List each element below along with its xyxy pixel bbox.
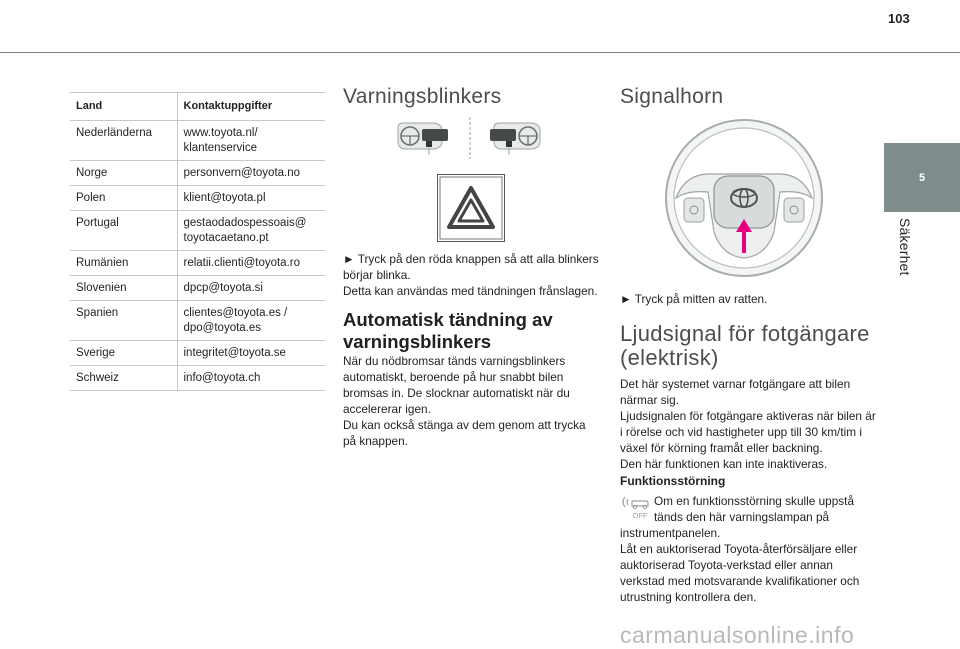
chapter-label-text: Säkerhet [897, 218, 913, 276]
hazard-title: Varningsblinkers [343, 85, 502, 108]
page-number: 103 [888, 11, 910, 26]
table-row [70, 186, 325, 211]
country-cell: Norge [70, 161, 177, 186]
contacts-table-body [70, 121, 325, 391]
auto-hazard-title-line1: Automatisk tändning av [343, 309, 553, 330]
contacts-table [70, 92, 325, 391]
table-row [70, 366, 325, 391]
country-cell: Nederländerna [70, 121, 177, 161]
country-cell: Polen [70, 186, 177, 211]
table-row [70, 211, 325, 251]
horn-instruction: ► Tryck på mitten av ratten. [620, 292, 768, 306]
table-row [70, 251, 325, 276]
table-row [70, 121, 325, 161]
table-row [70, 276, 325, 301]
fault-text-line2: tänds den här varningslampan på [654, 510, 830, 524]
contact-cell: dpcp@toyota.si [177, 276, 325, 301]
table-header-row [70, 93, 325, 121]
watermark-logo: carmanualsonline.info [620, 622, 855, 648]
country-cell: Portugal [70, 211, 177, 251]
press-arrow-icon [735, 218, 753, 254]
country-cell: Schweiz [70, 366, 177, 391]
contact-cell: info@toyota.ch [177, 366, 325, 391]
country-cell: Rumänien [70, 251, 177, 276]
country-cell: Spanien [70, 301, 177, 341]
pedestrian-warning-lamp-icon [620, 493, 650, 521]
fault-text-line1: Om en funktionsstörning skulle uppstå [654, 494, 854, 508]
contact-cell: gestaodadospessoais@ toyotacaetano.pt [177, 211, 325, 251]
contact-cell: relatii.clienti@toyota.ro [177, 251, 325, 276]
country-cell: Sverige [70, 341, 177, 366]
hazard-instruction: ► Tryck på den röda knappen så att alla blinkers börjar blinka. [343, 252, 599, 282]
hazard-button-icon [437, 174, 505, 242]
auto-hazard-title-line2: varningsblinkers [343, 331, 492, 352]
chapter-label [895, 218, 915, 288]
contact-cell: integritet@toyota.se [177, 341, 325, 366]
contact-cell: klient@toyota.pl [177, 186, 325, 211]
mirror-flasher-illustration [390, 117, 550, 159]
column-header: Kontaktuppgifter [177, 93, 325, 121]
table-row [70, 341, 325, 366]
hazard-note: Detta kan användas med tändningen frånslagen. [343, 284, 598, 298]
pedestrian-body: Det här systemet varnar fotgängare att bilen närmar sig. Ljudsignalen för fotgängare aktiveras när bilen är i rörelse och vid hastigheter upp till 30 km/tim i växel för körning framåt eller backning. Den här funktionen kan inte inaktiveras. [620, 377, 876, 471]
fault-heading: Funktionsstörning [620, 474, 726, 488]
steering-wheel-illustration [662, 116, 826, 280]
warning-lamp-text: OFF [632, 511, 648, 520]
pedestrian-title-line2: (elektrisk) [620, 345, 719, 370]
chapter-tab[interactable] [884, 143, 960, 212]
country-cell: Slovenien [70, 276, 177, 301]
table-row [70, 301, 325, 341]
contact-cell: personvern@toyota.no [177, 161, 325, 186]
contact-cell: clientes@toyota.es / dpo@toyota.es [177, 301, 325, 341]
pedestrian-title-line1: Ljudsignal för fotgängare [620, 321, 870, 346]
horn-title: Signalhorn [620, 85, 724, 108]
column-header: Land [70, 93, 177, 121]
table-row [70, 161, 325, 186]
contact-cell: www.toyota.nl/ klantenservice [177, 121, 325, 161]
chapter-number: 5 [918, 171, 926, 184]
fault-text-rest: instrumentpanelen. Låt en auktoriserad Toyota-återförsäljare eller auktoriserad Toyota-verkstad eller annan verkstad med motsvarande kvalifikationer och utrustning kontrollera den. [620, 526, 860, 604]
auto-hazard-body: När du nödbromsar tänds varningsblinkers automatiskt, beroende på hur snabbt bilen bromsas in. De slocknar automatiskt när du accelererar igen. Du kan också stänga av dem genom att trycka på knappen. [343, 354, 586, 448]
top-rule [0, 52, 960, 53]
